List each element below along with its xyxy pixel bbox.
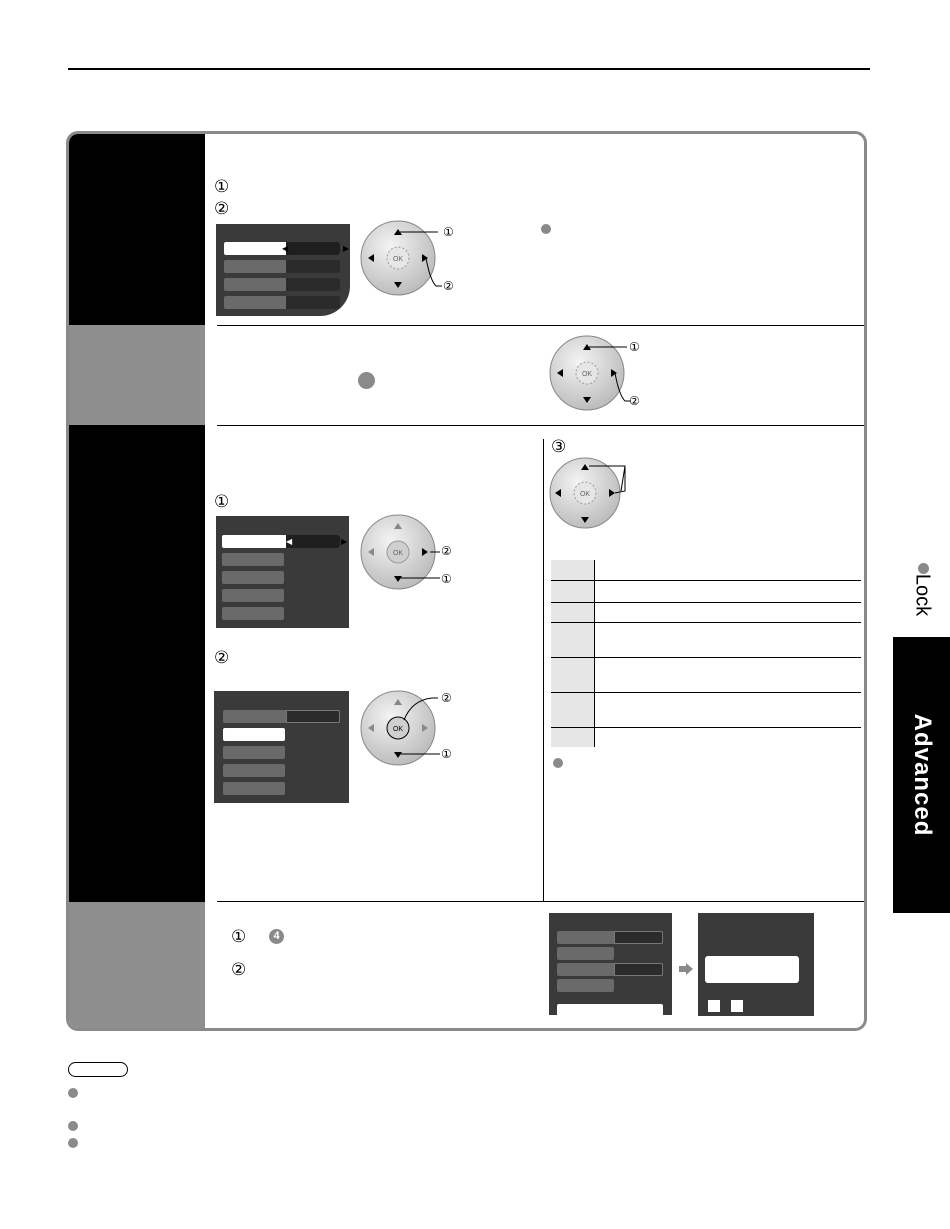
- menu-row-selected: ◀ ▶: [222, 535, 340, 548]
- menu-row: [222, 571, 284, 584]
- note-bullet-3: [68, 1138, 78, 1148]
- side-band-3: [69, 425, 205, 902]
- svg-text:OK: OK: [392, 726, 404, 733]
- menu-row: [222, 589, 284, 602]
- callout-1: ①: [629, 340, 640, 354]
- menu-row: [557, 963, 663, 976]
- table-row-line: [551, 727, 861, 728]
- side-band-1: [69, 134, 205, 325]
- menu-row-selected: [223, 728, 285, 741]
- step-4-badge: 4: [269, 929, 284, 944]
- dialog-input-field: [705, 956, 799, 983]
- step-2-number: ②: [214, 199, 230, 219]
- callout-1: ①: [441, 747, 452, 761]
- step-1-number: ①: [231, 927, 247, 947]
- menu-row: [222, 607, 284, 620]
- note-label-box: [68, 1062, 128, 1077]
- osd-menu-1: [216, 224, 350, 316]
- callout-2: ②: [443, 279, 454, 293]
- osd-dialog: [698, 913, 814, 1016]
- section-tab-label: Advanced: [908, 713, 936, 837]
- step-1-number: ①: [214, 177, 230, 197]
- side-band-2: [69, 325, 205, 425]
- arrow-right-icon: [679, 962, 693, 974]
- osd-menu-2: [216, 516, 349, 628]
- divider-3: [217, 901, 867, 902]
- table-row-line: [551, 602, 861, 603]
- svg-text:OK: OK: [581, 371, 593, 378]
- step-3-number: ③: [551, 437, 567, 457]
- svg-text:OK: OK: [392, 550, 404, 557]
- table-key-column: [551, 560, 594, 747]
- remote-pad-3: [360, 514, 470, 594]
- menu-row: [224, 296, 340, 309]
- osd-menu-4: [549, 913, 672, 1015]
- table-row-line: [551, 580, 861, 581]
- menu-row: [223, 764, 285, 777]
- menu-row: [557, 947, 614, 960]
- lock-label: Lock: [911, 573, 933, 617]
- menu-row: [222, 553, 284, 566]
- callout-2: ②: [629, 394, 640, 408]
- menu-row: [223, 710, 340, 723]
- divider-1: [217, 325, 867, 326]
- step-2-number: ②: [231, 960, 247, 980]
- table-row-line: [551, 622, 861, 623]
- callout-2: ②: [441, 544, 452, 558]
- menu-row: [557, 931, 663, 944]
- table-column-line: [594, 560, 595, 747]
- dialog-button-box: [708, 1000, 720, 1012]
- step-2-number: ②: [214, 648, 230, 668]
- note-bullet-1: [68, 1088, 78, 1098]
- bullet-dot: [553, 758, 563, 768]
- menu-row-selected: ◀ ▶: [224, 242, 340, 255]
- table-row-line: [551, 657, 861, 658]
- table-row-line: [551, 692, 861, 693]
- menu-row: [223, 782, 285, 795]
- menu-row-selected: [557, 1004, 663, 1016]
- gray-button-dot: [358, 372, 375, 389]
- menu-row: [557, 979, 614, 992]
- callout-2: ②: [441, 691, 452, 705]
- svg-text:OK: OK: [392, 256, 404, 263]
- top-rule: [68, 68, 870, 70]
- remote-pad-5: [549, 457, 649, 537]
- callout-1: ①: [441, 572, 452, 586]
- menu-row: [224, 278, 340, 291]
- dialog-button-box: [731, 1000, 743, 1012]
- osd-menu-3: [214, 691, 349, 803]
- svg-text:OK: OK: [579, 491, 591, 498]
- menu-row: [224, 260, 340, 273]
- column-divider: [543, 439, 544, 901]
- side-band-4: [69, 902, 205, 1031]
- remote-pad-4: [360, 690, 470, 770]
- bullet-dot: [541, 224, 551, 234]
- remote-pad-2: [549, 335, 659, 415]
- divider-2: [217, 425, 867, 426]
- menu-row: [223, 746, 285, 759]
- callout-1: ①: [443, 225, 454, 239]
- step-1-number: ①: [214, 492, 230, 512]
- note-bullet-2: [68, 1121, 78, 1131]
